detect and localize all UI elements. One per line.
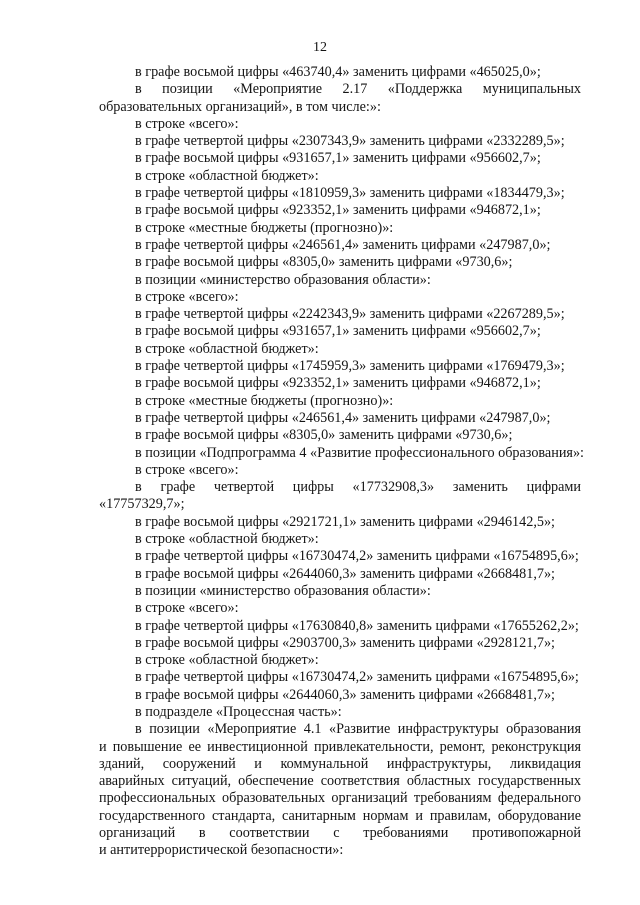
text-line: профессиональных образовательных организаций требованиям федерального bbox=[99, 790, 581, 807]
text-line: и антитеррористической безопасности»: bbox=[99, 842, 344, 859]
text-line: в позиции «Мероприятие 2.17 «Поддержка муниципальных bbox=[135, 81, 581, 98]
text-line: в графе четвертой цифры «246561,4» заменить цифрами «247987,0»; bbox=[135, 236, 551, 253]
text-line: в строке «областной бюджет»: bbox=[135, 531, 319, 548]
text-line: в графе четвертой цифры «17732908,3» заменить цифрами bbox=[135, 479, 581, 496]
text-line: в строке «всего»: bbox=[135, 600, 239, 617]
text-line: в позиции «министерство образования области»: bbox=[135, 271, 431, 288]
text-line: в графе восьмой цифры «2921721,1» заменить цифрами «2946142,5»; bbox=[135, 513, 555, 530]
text-line: в строке «местные бюджеты (прогнозно)»: bbox=[135, 392, 394, 409]
text-line: в подразделе «Процессная часть»: bbox=[135, 703, 342, 720]
text-line: в строке «всего»: bbox=[135, 115, 239, 132]
text-line: в строке «областной бюджет»: bbox=[135, 340, 319, 357]
text-line: в графе восьмой цифры «931657,1» заменить цифрами «956602,7»; bbox=[135, 323, 541, 340]
text-line: в строке «областной бюджет»: bbox=[135, 652, 319, 669]
text-line: в графе четвертой цифры «16730474,2» заменить цифрами «16754895,6»; bbox=[135, 669, 579, 686]
text-line: зданий, сооружений и коммунальной инфраструктуры, ликвидация bbox=[99, 755, 581, 772]
text-line: в графе четвертой цифры «1745959,3» заменить цифрами «1769479,3»; bbox=[135, 358, 565, 375]
text-line: в графе восьмой цифры «8305,0» заменить цифрами «9730,6»; bbox=[135, 254, 513, 271]
text-line: в строке «местные бюджеты (прогнозно)»: bbox=[135, 219, 394, 236]
text-line: «17757329,7»; bbox=[99, 496, 185, 513]
text-line: в графе четвертой цифры «1810959,3» заменить цифрами «1834479,3»; bbox=[135, 185, 565, 202]
text-line: в графе четвертой цифры «246561,4» заменить цифрами «247987,0»; bbox=[135, 409, 551, 426]
text-line: в графе восьмой цифры «2644060,3» заменить цифрами «2668481,7»; bbox=[135, 565, 555, 582]
text-line: образовательных организаций», в том числе:»: bbox=[99, 98, 381, 115]
text-line: в графе восьмой цифры «8305,0» заменить цифрами «9730,6»; bbox=[135, 427, 513, 444]
text-line: в графе четвертой цифры «2307343,9» заменить цифрами «2332289,5»; bbox=[135, 133, 565, 150]
text-line: в графе восьмой цифры «923352,1» заменить цифрами «946872,1»; bbox=[135, 202, 541, 219]
page-number: 12 bbox=[313, 40, 327, 55]
document-body bbox=[99, 64, 584, 860]
text-line: и повышение ее инвестиционной привлекательности, ремонт, реконструкция bbox=[99, 738, 581, 755]
text-line: в графе восьмой цифры «2644060,3» заменить цифрами «2668481,7»; bbox=[135, 686, 555, 703]
text-line: аварийных ситуаций, обеспечение соответствия областных государственных bbox=[99, 773, 581, 790]
text-line: в позиции «Мероприятие 4.1 «Развитие инфраструктуры образования bbox=[135, 721, 581, 738]
text-line: в строке «областной бюджет»: bbox=[135, 167, 319, 184]
text-line: в строке «всего»: bbox=[135, 288, 239, 305]
text-line: в графе восьмой цифры «2903700,3» заменить цифрами «2928121,7»; bbox=[135, 634, 555, 651]
text-line: государственного стандарта, санитарным нормам и правилам, оборудование bbox=[99, 807, 581, 824]
text-line: в графе четвертой цифры «17630840,8» заменить цифрами «17655262,2»; bbox=[135, 617, 579, 634]
text-line: организаций в соответствии с требованиями противопожарной bbox=[99, 825, 581, 842]
text-line: в графе четвертой цифры «2242343,9» заменить цифрами «2267289,5»; bbox=[135, 306, 565, 323]
text-line: в графе четвертой цифры «16730474,2» заменить цифрами «16754895,6»; bbox=[135, 548, 579, 565]
text-line: в графе восьмой цифры «923352,1» заменить цифрами «946872,1»; bbox=[135, 375, 541, 392]
text-line: в позиции «министерство образования области»: bbox=[135, 582, 431, 599]
text-line: в позиции «Подпрограмма 4 «Развитие профессионального образования»: bbox=[135, 444, 584, 461]
text-line: в графе восьмой цифры «931657,1» заменить цифрами «956602,7»; bbox=[135, 150, 541, 167]
text-line: в графе восьмой цифры «463740,4» заменить цифрами «465025,0»; bbox=[135, 64, 541, 80]
text-line: в строке «всего»: bbox=[135, 461, 239, 478]
